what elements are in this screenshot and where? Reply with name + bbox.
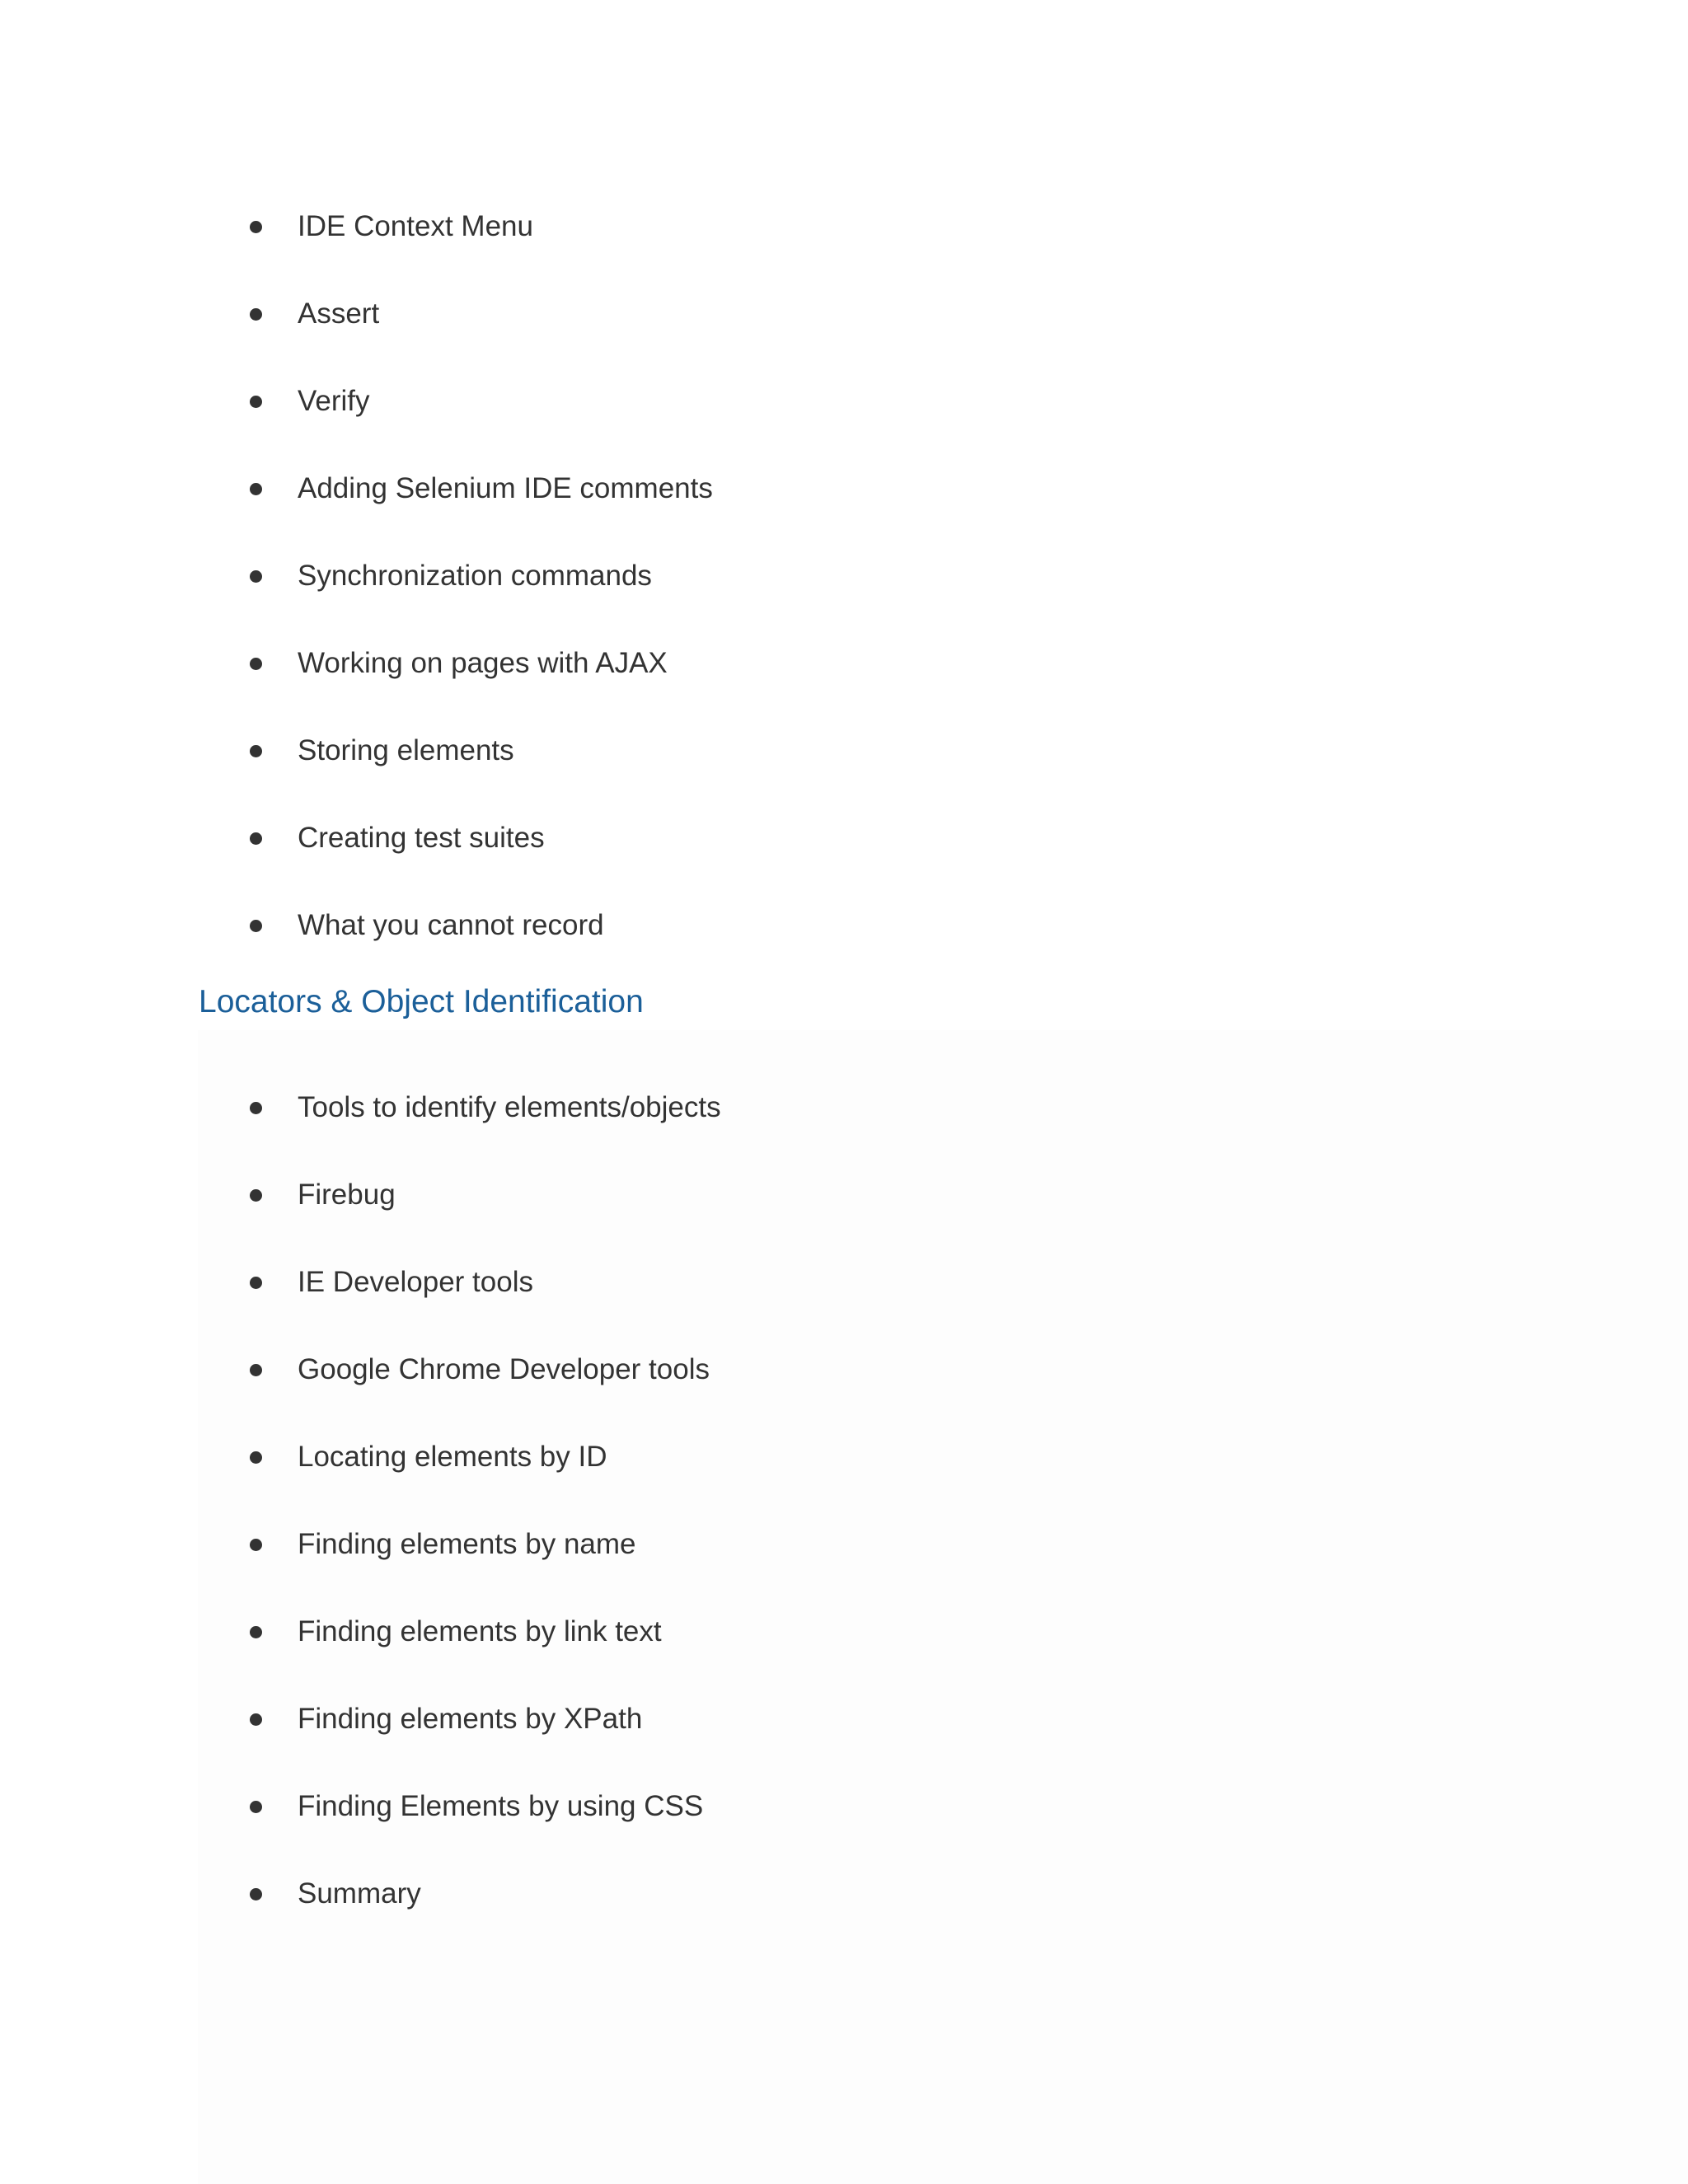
list-item-text: IDE Context Menu: [298, 210, 533, 242]
list-item-text: Storing elements: [298, 734, 514, 766]
list-item-text: Working on pages with AJAX: [298, 647, 668, 679]
bullet-icon: [250, 1801, 262, 1813]
bullet-icon: [250, 1626, 262, 1638]
bullet-icon: [250, 1713, 262, 1726]
bullet-icon: [250, 1364, 262, 1376]
list-item-text: Assert: [298, 298, 380, 330]
list-item-text: Verify: [298, 385, 370, 417]
bullet-icon: [250, 1539, 262, 1551]
list-item-text: Synchronization commands: [298, 560, 652, 592]
bullet-icon: [250, 221, 262, 233]
bullet-icon: [250, 308, 262, 321]
bullet-icon: [250, 745, 262, 757]
bullet-icon: [250, 396, 262, 408]
bullet-icon: [250, 483, 262, 495]
bullet-icon: [250, 1451, 262, 1464]
list-item-text: What you cannot record: [298, 909, 604, 941]
list-item-text: Finding elements by XPath: [298, 1703, 643, 1735]
bullet-icon: [250, 1277, 262, 1289]
bullet-icon: [250, 570, 262, 583]
list-item-text: Adding Selenium IDE comments: [298, 472, 713, 504]
list-item-text: Summary: [298, 1877, 421, 1910]
list-item-text: Firebug: [298, 1179, 396, 1211]
list-item-text: Finding Elements by using CSS: [298, 1790, 704, 1822]
list-item-text: Finding elements by name: [298, 1528, 636, 1560]
bullet-icon: [250, 1888, 262, 1900]
section-heading-locators: Locators & Object Identification: [199, 984, 644, 1019]
bullet-icon: [250, 920, 262, 932]
list-item-text: IE Developer tools: [298, 1266, 533, 1298]
bullet-icon: [250, 1102, 262, 1114]
list-item-text: Creating test suites: [298, 822, 545, 854]
bullet-icon: [250, 658, 262, 670]
list-item-text: Locating elements by ID: [298, 1441, 607, 1473]
list-item-text: Google Chrome Developer tools: [298, 1353, 710, 1385]
list-item-text: Finding elements by link text: [298, 1615, 662, 1647]
bullet-icon: [250, 832, 262, 845]
bullet-icon: [250, 1189, 262, 1202]
list-item-text: Tools to identify elements/objects: [298, 1091, 721, 1123]
